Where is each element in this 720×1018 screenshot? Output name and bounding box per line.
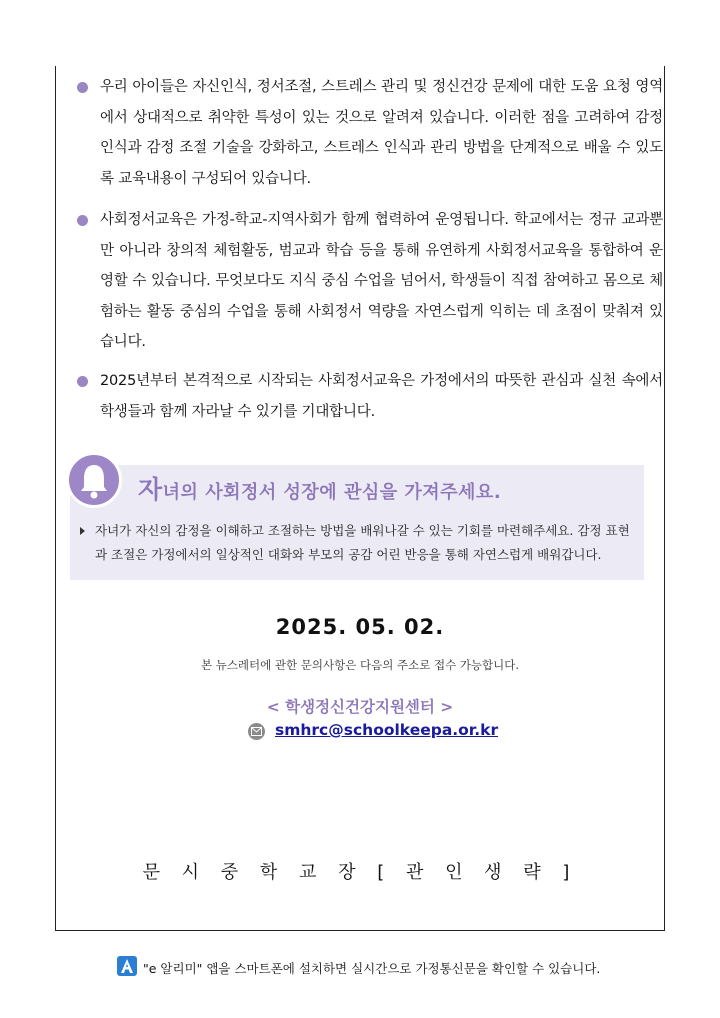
notice-title: [138, 470, 501, 506]
issue-date: 2025. 05. 02.: [275, 615, 445, 639]
paragraph-2-text: 사회정서교육은 가정-학교-지역사회가 함께 협력하여 운영됩니다. 학교에서는 정규 교과뿐만 아니라 창의적 체험활동, 범교과 학습 등을 통해 유연하게 사회정서교육을 통합하여 운영할 수 있습니다. 무엇보다도 지식 중심 수업을 넘어서, 학생들이 직접 참여하고 몸으로 체험하는 활동 중심의 수업을 통해 사회정서 역량을 자연스럽게 익히는 데 초점이 맞춰져 있습니다.: [100, 212, 663, 350]
paragraph-2: [73, 205, 663, 358]
mail-icon: [248, 723, 265, 740]
paragraph-1: [73, 72, 663, 194]
paragraph-1-text: 우리 아이들은 자신인식, 정서조절, 스트레스 관리 및 정신건강 문제에 대한 도움 요청 영역에서 상대적으로 취약한 특성이 있는 것으로 알려져 있습니다. 이러한 점을 고려하여 감정인식과 감정 조절 기술을 강화하고, 스트레스 인식과 관리 방법을 단계적으로 배울 수 있도록 교육내용이 구성되어 있습니다.: [100, 79, 663, 187]
bullet-dot: [77, 215, 88, 226]
paragraph-3: [73, 366, 663, 427]
email-link[interactable]: smhrc@schoolkeepa.or.kr: [275, 721, 499, 739]
triangle-bullet-icon: [80, 527, 85, 535]
footer-text: "e 알리미" 앱을 스마트폰에 설치하면 실시간으로 가정통신문을 확인할 수 있습니다.: [143, 961, 601, 976]
inquiry-text: 본 뉴스레터에 관한 문의사항은 다음의 주소로 접수 가능합니다.: [200, 658, 520, 672]
notice-body-text: 자녀가 자신의 감정을 이해하고 조절하는 방법을 배워나갈 수 있는 기회를 마련해주세요. 감정 표현과 조절은 가정에서의 일상적인 대화와 부모의 공감 어린 반응을 통해 자연스럽게 배워갑니다.: [95, 523, 630, 562]
bell-icon: [66, 452, 122, 508]
notice-title-rest: 녀의 사회정서 성장에 관심을 가져주세요.: [162, 482, 502, 503]
app-a-icon: [117, 956, 137, 976]
notice-title-first: 자: [138, 475, 163, 504]
paragraph-3-text: 2025년부터 본격적으로 시작되는 사회정서교육은 가정에서의 따뜻한 관심과 실천 속에서 학생들과 함께 자라날 수 있기를 기대합니다.: [100, 373, 663, 420]
center-name: < 학생정신건강지원센터 >: [266, 698, 454, 716]
bullet-dot: [77, 376, 88, 387]
notice-body: [80, 519, 636, 567]
bullet-dot: [77, 82, 88, 93]
principal-signature: 문 시 중 학 교 장 [ 관 인 생 략 ]: [142, 862, 578, 883]
